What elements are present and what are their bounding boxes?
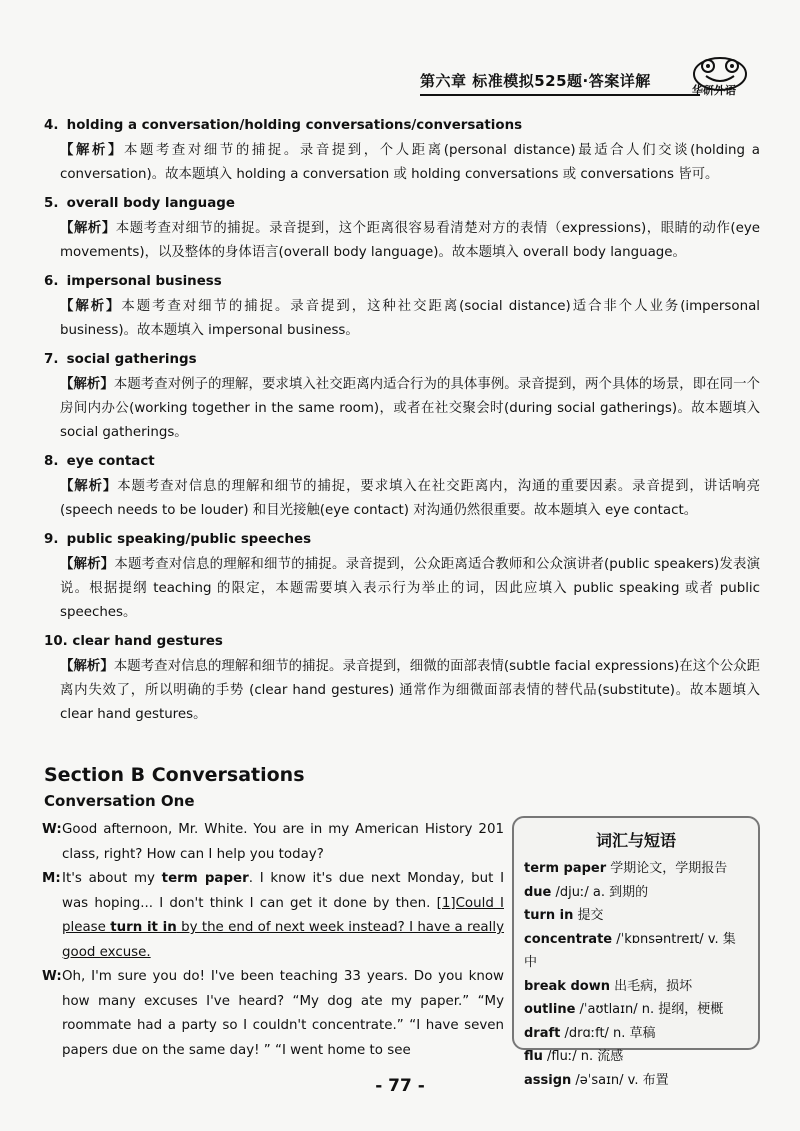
explanation [44,553,760,625]
answer-key: eye contact [66,454,155,469]
vocab-item [524,904,748,928]
vocab-item [524,857,748,881]
vocabulary-list [514,857,758,1092]
key-sentence-part: by the end of next week instead? I have a really good excuse. [62,920,505,960]
answer-item [44,632,760,727]
explanation-text: 本题考查对信息的理解和细节的捕捉，要求填入在社交距离内，沟通的重要因素。录音提到，讲话响亮(speech needs to be louder) 和目光接触(eye contact) 对沟通仍然很重要。故本题填入 eye contact。 [60,479,760,518]
answer-heading [44,116,760,136]
answer-number: 9. [44,532,59,547]
explanation-text: 本题考查对细节的捕捉。录音提到，这种社交距离(social distance)适合非个人业务(impersonal business)。故本题填入 impersonal business。 [60,299,761,338]
answer-key: holding a conversation/holding conversations/conversations [66,118,523,133]
analysis-tag: 【解析】 [60,221,116,236]
dialogue [44,818,504,1063]
vocab-word: outline [524,1002,576,1017]
answer-key: overall body language [66,196,235,211]
dialogue-turn-woman [44,818,504,867]
answer-heading [44,194,760,214]
speaker-label: W: [42,969,62,984]
vocab-definition: 出毛病，损坏 [609,978,693,994]
analysis-tag: 【解析】 [60,479,118,494]
section-title: Section B Conversations [44,764,305,786]
conversation-title: Conversation One [44,792,195,810]
dialogue-turn-woman [44,965,504,1063]
explanation [44,373,760,445]
answer-list [44,116,760,734]
answer-key: social gatherings [66,352,197,367]
answer-number: 5. [44,196,59,211]
vocab-item [524,998,748,1022]
answer-heading [44,530,760,550]
dialogue-turn-man [44,867,504,965]
vocabulary-box [512,816,760,1088]
answer-number: 6. [44,274,59,289]
dialogue-text: It's about my [62,871,162,886]
vocab-word: due [524,884,552,900]
explanation-text: 本题考查对例子的理解，要求填入社交距离内适合行为的具体事例。录音提到，两个具体的场景，即在同一个房间内办公(working together in the same room)，或者在社交聚会时(during social gatherings)。故本题填入 social gatherings。 [60,377,761,440]
explanation-text: 本题考查对细节的捕捉。录音提到，这个距离很容易看清楚对方的表情（expressions)，眼睛的动作(eye movements)，以及整体的身体语言(overall body language)。故本题填入 overall body language。 [60,221,761,260]
answer-item [44,116,760,187]
analysis-tag: 【解析】 [60,659,114,674]
vocab-definition: 提交 [573,908,604,923]
vocab-item [524,1022,748,1046]
answer-number: 10. [44,634,68,649]
vocab-definition: /drɑːft/ n. 草稿 [560,1025,656,1041]
answer-heading [44,272,760,292]
vocab-definition: /djuː/ a. 到期的 [551,884,649,900]
vocab-word: break down [524,978,610,994]
dialogue-text: . I know it's due next Monday, but I was hoping... I don't think I can get it done by then. [62,871,505,911]
vocab-definition: /ˈaʊtlaɪn/ n. 提纲，梗概 [575,1002,724,1017]
answer-item [44,350,760,445]
answer-key: public speaking/public speeches [66,532,312,547]
answer-heading [44,350,760,370]
vocab-item [524,975,748,999]
answer-item [44,194,760,265]
vocabulary-title: 词汇与短语 [595,831,676,850]
answer-item [44,272,760,343]
answer-item [44,452,760,523]
page-number: - 77 - [375,1076,425,1096]
dialogue-text: Good afternoon, Mr. White. You are in my American History 201 class, right? How can I help you today? [62,822,504,862]
publisher-logo [686,54,756,102]
vocab-definition: /ˈkɒnsəntreɪt/ v. 集中 [524,931,736,970]
vocab-word: assign [524,1072,572,1088]
explanation [44,295,760,343]
vocab-definition: /əˈsaɪn/ v. 布置 [571,1072,669,1088]
header-rule [420,94,700,96]
answer-heading [44,632,760,652]
explanation-text: 本题考查对信息的理解和细节的捕捉。录音提到，公众距离适合教师和公众演讲者(public speakers)发表演说。根据提纲 teaching 的限定，本题需要填入表示行为举止的词，因此应填入 public speaking 或者 public speeches。 [60,557,760,620]
answer-key: clear hand gestures [72,634,223,649]
vocab-word: turn in [524,908,574,923]
analysis-tag: 【解析】 [60,377,114,392]
vocab-item [524,1045,748,1069]
explanation-text: 本题考查对信息的理解和细节的捕捉。录音提到，细微的面部表情(subtle facial expressions)在这个公众距离内失效了，所以明确的手势 (clear hand gestures) 通常作为细微面部表情的替代品(substitute)。故本题填入 clear hand gestures。 [60,659,761,722]
speaker-label: M: [42,871,61,886]
vocab-definition: 学期论文，学期报告 [606,861,728,876]
answer-number: 4. [44,118,59,133]
vocab-word: concentrate [524,931,613,947]
explanation [44,139,760,187]
explanation [44,655,760,727]
vocab-item [524,928,748,975]
answer-heading [44,452,760,472]
vocab-word: term paper [524,861,607,876]
key-sentence-part: [1]Could I please [62,895,504,935]
vocab-item [524,881,748,905]
logo-text: 华研外语 [692,84,736,97]
answer-key: impersonal business [66,274,222,289]
vocab-word: draft [524,1025,561,1041]
answer-number: 7. [44,352,59,367]
header-title: 第六章 标准模拟525题·答案详解 [420,72,651,90]
answer-item [44,530,760,625]
vocab-highlight: term paper [161,871,249,886]
vocab-highlight: turn it in [110,920,177,935]
dialogue-text: Oh, I'm sure you do! I've been teaching 33 years. Do you know how many excuses I've heard? “My dog ate my paper.” “My roommate had a party so I couldn't concentrate.” “I have seven papers due on the same day! ” “I went home to see [62,969,504,1058]
explanation [44,217,760,265]
speaker-label: W: [42,822,62,837]
analysis-tag: 【解析】 [60,299,122,314]
vocab-definition: /fluː/ n. 流感 [542,1049,624,1064]
explanation [44,475,760,523]
analysis-tag: 【解析】 [60,143,124,158]
explanation-text: 本题考查对细节的捕捉。录音提到，个人距离(personal distance)最适合人们交谈(holding a conversation)。故本题填入 holding a conversation 或 holding conversations 或 conversations 皆可。 [60,143,761,182]
vocab-word: flu [524,1049,543,1064]
analysis-tag: 【解析】 [60,557,115,572]
answer-number: 8. [44,454,59,469]
running-header [420,58,760,98]
